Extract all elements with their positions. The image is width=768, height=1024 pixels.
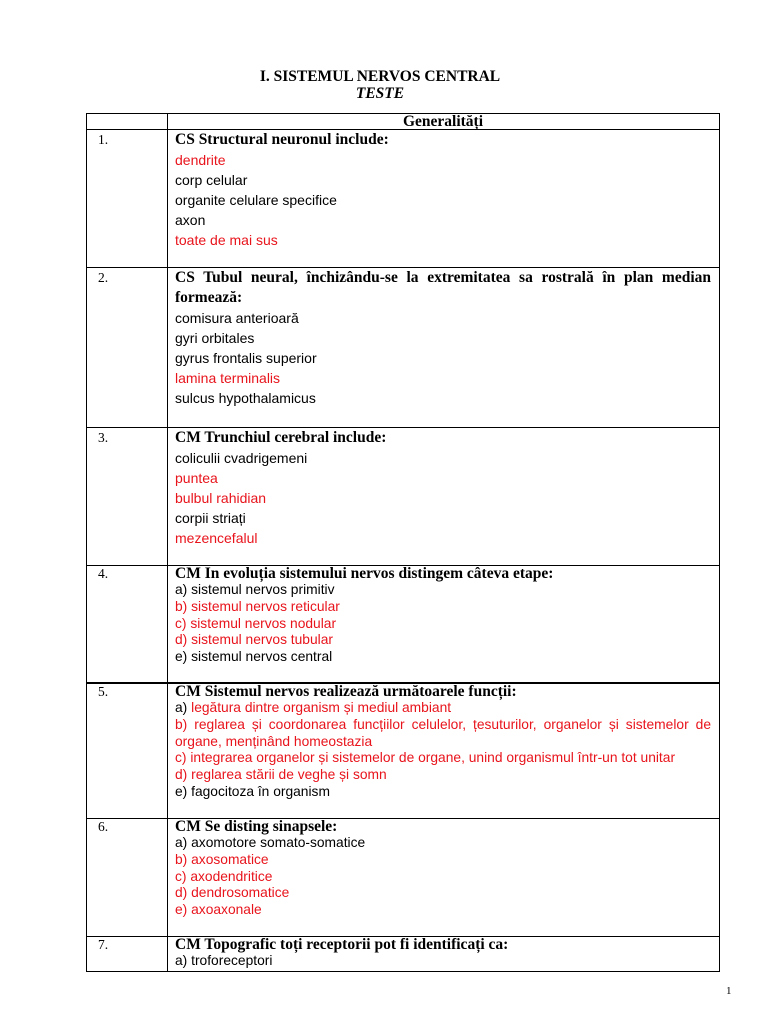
answer-option: toate de mai sus bbox=[175, 232, 278, 248]
option-text: axodendritice bbox=[190, 868, 273, 884]
question-text: CS Structural neuronul include: bbox=[175, 131, 389, 148]
answer-option: comisura anterioară bbox=[175, 310, 299, 326]
answer-option bbox=[175, 835, 711, 852]
answer-option bbox=[175, 582, 711, 599]
question-row bbox=[87, 130, 719, 268]
option-label: b) bbox=[175, 598, 188, 614]
option-label: d) bbox=[175, 632, 188, 648]
answer-option: corp celular bbox=[175, 172, 248, 188]
answer-option bbox=[175, 717, 711, 751]
option-text: dendrosomatice bbox=[191, 885, 290, 901]
question-row bbox=[87, 937, 719, 971]
question-cell bbox=[167, 684, 719, 818]
question-text: CM In evoluția sistemului nervos distingem câteva etape: bbox=[175, 565, 554, 582]
option-text: sistemul nervos tubular bbox=[191, 632, 333, 648]
answer-option bbox=[175, 885, 711, 902]
question-cell bbox=[167, 819, 719, 936]
question-cell bbox=[167, 130, 719, 267]
answer-option bbox=[175, 902, 711, 919]
option-text: fagocitoza în organism bbox=[191, 783, 330, 799]
answer-option bbox=[175, 767, 711, 784]
option-label: a) bbox=[175, 582, 188, 597]
question-row bbox=[87, 566, 719, 684]
answer-option: dendrite bbox=[175, 152, 226, 168]
answer-option bbox=[175, 632, 711, 649]
option-label: c) bbox=[175, 615, 187, 631]
question-number: 6. bbox=[98, 819, 109, 834]
option-text: axoaxonale bbox=[191, 902, 262, 917]
option-text: axosomatice bbox=[191, 851, 269, 867]
answer-option bbox=[175, 649, 711, 666]
answer-option: gyri orbitales bbox=[175, 330, 255, 346]
section-header: Generalități bbox=[167, 114, 719, 129]
question-row bbox=[87, 684, 719, 819]
answer-option: gyrus frontalis superior bbox=[175, 350, 317, 366]
table-header-row bbox=[87, 114, 719, 130]
page-number: 1 bbox=[726, 985, 732, 997]
answer-option bbox=[175, 616, 711, 633]
page-subtitle: TESTE bbox=[355, 85, 405, 102]
option-label: e) bbox=[175, 902, 188, 917]
answer-option bbox=[175, 784, 711, 801]
question-text: CM Topografic toți receptorii pot fi identificați ca: bbox=[175, 936, 509, 953]
question-text: CM Sistemul nervos realizează următoarele funcții: bbox=[175, 683, 517, 700]
option-label: b) bbox=[175, 851, 188, 867]
answer-option: puntea bbox=[175, 470, 218, 486]
answer-option: bulbul rahidian bbox=[175, 490, 267, 506]
option-text: legătura dintre organism și mediul ambiant bbox=[191, 700, 452, 715]
question-row bbox=[87, 268, 719, 428]
question-number: 5. bbox=[98, 684, 109, 699]
answer-option bbox=[175, 700, 711, 717]
option-label: a) bbox=[175, 700, 188, 715]
answer-option: organite celulare specifice bbox=[175, 192, 337, 208]
page-title: I. SISTEMUL NERVOS CENTRAL bbox=[259, 68, 501, 85]
answer-option: axon bbox=[175, 212, 206, 228]
option-text: sistemul nervos reticular bbox=[191, 598, 340, 614]
question-cell bbox=[167, 566, 719, 682]
answer-option bbox=[175, 750, 711, 767]
questions-table bbox=[86, 113, 720, 972]
option-text: sistemul nervos primitiv bbox=[191, 582, 335, 597]
question-cell bbox=[167, 268, 719, 427]
option-label: a) bbox=[175, 953, 188, 968]
option-label: c) bbox=[175, 750, 187, 766]
answer-option: coliculii cvadrigemeni bbox=[175, 450, 308, 466]
option-label: a) bbox=[175, 835, 188, 850]
question-number: 3. bbox=[98, 430, 109, 445]
option-label: d) bbox=[175, 767, 188, 782]
question-number: 4. bbox=[98, 566, 109, 581]
option-label: d) bbox=[175, 885, 188, 901]
option-text: reglarea și coordonarea funcțiilor celulelor, țesuturilor, organelor și sistemelor de organe, menținând homeostazia bbox=[175, 716, 711, 749]
option-text: troforeceptori bbox=[191, 953, 273, 968]
answer-option: lamina terminalis bbox=[175, 370, 281, 386]
question-cell bbox=[167, 937, 719, 971]
header-number-cell bbox=[87, 114, 167, 129]
question-cell bbox=[167, 428, 719, 565]
option-label: c) bbox=[175, 868, 187, 884]
question-text: CM Se disting sinapsele: bbox=[175, 818, 338, 835]
answer-option: mezencefalul bbox=[175, 530, 258, 546]
option-label: e) bbox=[175, 649, 188, 664]
answer-option bbox=[175, 599, 711, 616]
question-number: 1. bbox=[98, 132, 109, 147]
question-row bbox=[87, 428, 719, 566]
question-number: 7. bbox=[98, 937, 109, 952]
answer-option: corpii striați bbox=[175, 510, 246, 526]
option-label: b) bbox=[175, 716, 188, 732]
option-label: e) bbox=[175, 783, 188, 799]
option-text: sistemul nervos central bbox=[191, 649, 333, 664]
answer-option: sulcus hypothalamicus bbox=[175, 390, 316, 406]
answer-option bbox=[175, 953, 711, 970]
answer-option bbox=[175, 852, 711, 869]
option-text: reglarea stării de veghe și somn bbox=[191, 767, 387, 782]
question-row bbox=[87, 819, 719, 937]
option-text: integrarea organelor și sistemelor de organe, unind organismul într-un tot unitar bbox=[190, 750, 676, 766]
question-text: CS Tubul neural, închizându-se la extremitatea sa rostrală în plan median formează: bbox=[175, 269, 711, 306]
option-text: axomotore somato-somatice bbox=[191, 835, 366, 850]
answer-option bbox=[175, 869, 711, 886]
question-text: CM Trunchiul cerebral include: bbox=[175, 429, 387, 446]
option-text: sistemul nervos nodular bbox=[190, 615, 337, 631]
question-number: 2. bbox=[98, 270, 109, 285]
